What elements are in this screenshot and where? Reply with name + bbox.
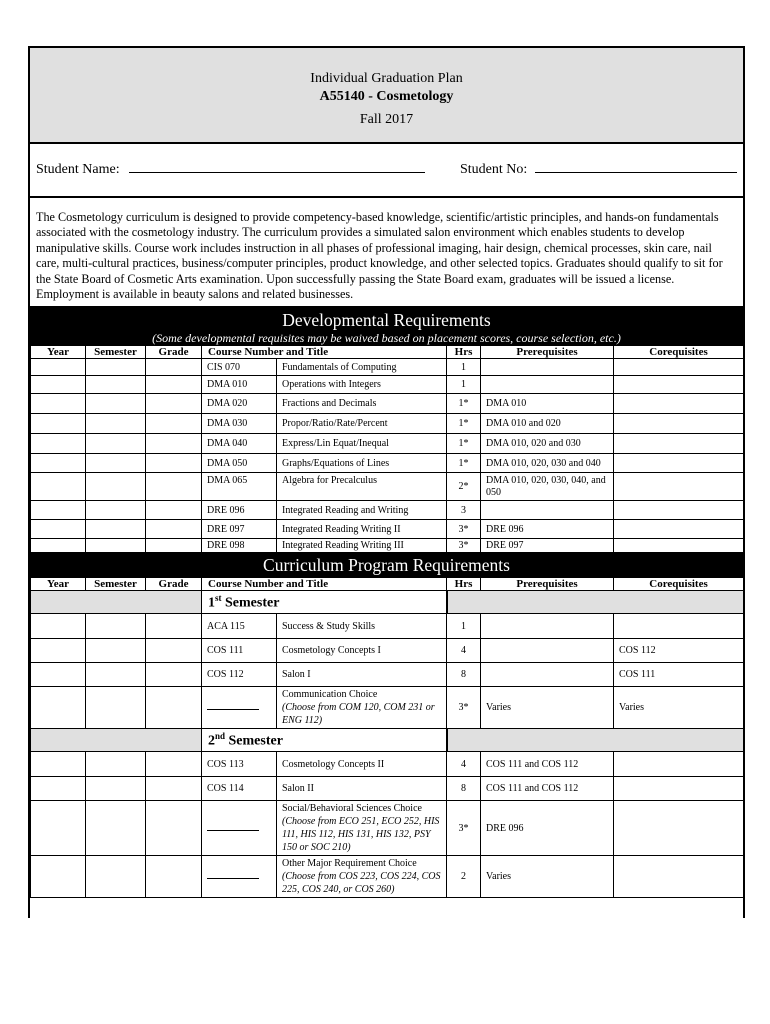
semester-cell[interactable] <box>86 520 146 539</box>
hrs-header: Hrs <box>447 578 481 591</box>
semester-cell[interactable] <box>86 614 146 639</box>
course-coreq <box>614 359 744 376</box>
course-coreq: COS 112 <box>614 639 744 663</box>
course-coreq <box>614 454 744 473</box>
course-number-blank[interactable] <box>202 856 277 898</box>
grade-cell[interactable] <box>146 752 202 777</box>
year-header: Year <box>31 578 86 591</box>
semester-cell[interactable] <box>86 539 146 553</box>
grade-cell[interactable] <box>146 520 202 539</box>
course-choice <box>277 687 447 729</box>
student-info-row <box>30 144 743 198</box>
semester-cell[interactable] <box>86 801 146 856</box>
course-number: DMA 040 <box>202 434 277 454</box>
course-number: COS 111 <box>202 639 277 663</box>
table-row <box>31 434 744 454</box>
table-row <box>31 777 744 801</box>
course-number-blank[interactable] <box>202 687 277 729</box>
table-row <box>31 501 744 520</box>
semester-cell[interactable] <box>86 663 146 687</box>
course-title: Fractions and Decimals <box>277 394 447 414</box>
course-number: DMA 010 <box>202 376 277 394</box>
course-title: Integrated Reading and Writing <box>277 501 447 520</box>
year-cell[interactable] <box>31 801 86 856</box>
year-cell[interactable] <box>31 414 86 434</box>
course-coreq <box>614 752 744 777</box>
course-prereq: Varies <box>481 856 614 898</box>
choice-note: (Choose from COS 223, COS 224, COS 225, COS 240, or COS 260) <box>282 871 441 895</box>
course-coreq <box>614 777 744 801</box>
document-header <box>30 48 743 144</box>
table-row <box>31 614 744 639</box>
year-cell[interactable] <box>31 687 86 729</box>
curriculum-section-header <box>30 553 743 577</box>
course-title: Success & Study Skills <box>277 614 447 639</box>
course-hrs: 3* <box>447 520 481 539</box>
course-number: CIS 070 <box>202 359 277 376</box>
course-prereq: DRE 096 <box>481 520 614 539</box>
year-cell[interactable] <box>31 359 86 376</box>
prereq-header: Prerequisites <box>481 578 614 591</box>
developmental-section-header <box>30 308 743 345</box>
term-label: Fall 2017 <box>359 112 414 127</box>
choice-note: (Choose from ECO 251, ECO 252, HIS 111, HIS 112, HIS 131, HIS 132, PSY 150 or SOC 210) <box>282 816 440 853</box>
semester-2-header <box>31 729 744 752</box>
course-hrs: 3* <box>447 687 481 729</box>
grade-cell[interactable] <box>146 394 202 414</box>
course-prereq: Varies <box>481 687 614 729</box>
course-title: Algebra for Precalculus <box>277 473 447 501</box>
semester-band-left <box>31 729 202 752</box>
developmental-table <box>30 345 744 553</box>
course-hrs: 3 <box>447 501 481 520</box>
developmental-title: Developmental Requirements <box>282 310 491 330</box>
hrs-header: Hrs <box>447 346 481 359</box>
grade-cell[interactable] <box>146 801 202 856</box>
table-row <box>31 520 744 539</box>
table-row <box>31 454 744 473</box>
course-prereq: DRE 096 <box>481 801 614 856</box>
table-row <box>31 687 744 729</box>
course-coreq <box>614 501 744 520</box>
course-coreq <box>614 376 744 394</box>
course-number-blank[interactable] <box>202 801 277 856</box>
course-number: DRE 096 <box>202 501 277 520</box>
course-title: Graphs/Equations of Lines <box>277 454 447 473</box>
semester-band-right <box>447 729 744 752</box>
table-row <box>31 856 744 898</box>
semester-header: Semester <box>86 578 146 591</box>
course-hrs: 1 <box>447 359 481 376</box>
table-row <box>31 414 744 434</box>
semester-cell[interactable] <box>86 501 146 520</box>
semester-cell[interactable] <box>86 473 146 501</box>
semester-cell[interactable] <box>86 394 146 414</box>
course-hrs: 1* <box>447 394 481 414</box>
course-hrs: 4 <box>447 752 481 777</box>
grade-cell[interactable] <box>146 414 202 434</box>
semester-header: Semester <box>86 346 146 359</box>
course-hrs: 3* <box>447 539 481 553</box>
year-cell[interactable] <box>31 663 86 687</box>
course-hrs: 1* <box>447 454 481 473</box>
year-cell[interactable] <box>31 614 86 639</box>
grade-cell[interactable] <box>146 856 202 898</box>
curriculum-table <box>30 577 744 898</box>
course-prereq: DMA 010, 020 and 030 <box>481 434 614 454</box>
year-cell[interactable] <box>31 639 86 663</box>
course-title: Salon II <box>277 777 447 801</box>
year-cell[interactable] <box>31 752 86 777</box>
course-number: DRE 097 <box>202 520 277 539</box>
course-hrs: 1* <box>447 434 481 454</box>
course-prereq: DMA 010 and 020 <box>481 414 614 434</box>
semester-cell[interactable] <box>86 639 146 663</box>
semester-cell[interactable] <box>86 434 146 454</box>
semester-cell[interactable] <box>86 856 146 898</box>
document-title: Individual Graduation Plan <box>310 71 463 86</box>
year-header: Year <box>31 346 86 359</box>
course-number: DMA 065 <box>202 473 277 501</box>
course-header: Course Number and Title <box>202 346 447 359</box>
semester-2-title: 2nd Semester <box>202 729 447 752</box>
course-coreq <box>614 856 744 898</box>
semester-cell[interactable] <box>86 359 146 376</box>
course-header: Course Number and Title <box>202 578 447 591</box>
curriculum-column-headers <box>31 578 744 591</box>
course-prereq: DMA 010, 020, 030, 040, and 050 <box>481 473 614 501</box>
student-no-input[interactable] <box>535 160 737 173</box>
graduation-plan-document <box>28 46 745 918</box>
course-title: Salon I <box>277 663 447 687</box>
course-prereq <box>481 359 614 376</box>
grade-cell[interactable] <box>146 454 202 473</box>
course-coreq <box>614 801 744 856</box>
course-coreq: COS 111 <box>614 663 744 687</box>
table-row <box>31 639 744 663</box>
grade-cell[interactable] <box>146 473 202 501</box>
prereq-header: Prerequisites <box>481 346 614 359</box>
course-coreq <box>614 520 744 539</box>
grade-cell[interactable] <box>146 501 202 520</box>
grade-cell[interactable] <box>146 434 202 454</box>
course-prereq: DMA 010, 020, 030 and 040 <box>481 454 614 473</box>
course-coreq <box>614 434 744 454</box>
grade-cell[interactable] <box>146 687 202 729</box>
course-prereq: DRE 097 <box>481 539 614 553</box>
grade-cell[interactable] <box>146 777 202 801</box>
course-coreq <box>614 394 744 414</box>
year-cell[interactable] <box>31 501 86 520</box>
course-hrs: 1* <box>447 414 481 434</box>
course-title: Cosmetology Concepts I <box>277 639 447 663</box>
course-prereq <box>481 663 614 687</box>
course-hrs: 4 <box>447 639 481 663</box>
course-choice <box>277 801 447 856</box>
grade-cell[interactable] <box>146 539 202 553</box>
course-coreq: Varies <box>614 687 744 729</box>
course-number: DMA 030 <box>202 414 277 434</box>
semester-cell[interactable] <box>86 777 146 801</box>
course-hrs: 2 <box>447 856 481 898</box>
table-row <box>31 752 744 777</box>
course-title: Cosmetology Concepts II <box>277 752 447 777</box>
student-name-field <box>36 160 425 178</box>
choice-title: Communication Choice <box>282 689 378 700</box>
course-coreq <box>614 414 744 434</box>
course-title: Propor/Ratio/Rate/Percent <box>277 414 447 434</box>
year-cell[interactable] <box>31 473 86 501</box>
course-title: Integrated Reading Writing II <box>277 520 447 539</box>
year-cell[interactable] <box>31 434 86 454</box>
curriculum-title: Curriculum Program Requirements <box>263 555 510 575</box>
choice-note: (Choose from COM 120, COM 231 or ENG 112) <box>282 702 435 726</box>
course-prereq <box>481 376 614 394</box>
year-cell[interactable] <box>31 520 86 539</box>
grade-cell[interactable] <box>146 359 202 376</box>
program-description: The Cosmetology curriculum is designed to provide competency-based knowledge, scientific/artistic principles, and hands-on fundamentals associated with the cosmetology industry. The curriculum provides a simulated salon environment which enables students to develop manipulative skills. Course work includes instruction in all phases of professional imaging, hair design, chemical processes, skin care, nail care, multi-cultural practices, business/computer principles, product knowledge, and other selected topics. Graduates should qualify to sit for the State Board of Cosmetic Arts examination. Upon successfully passing the State Board exam, graduates will be issued a license. Employment is available in beauty salons and related businesses. <box>30 198 743 308</box>
course-prereq: DMA 010 <box>481 394 614 414</box>
course-hrs: 1 <box>447 376 481 394</box>
grade-cell[interactable] <box>146 639 202 663</box>
course-hrs: 8 <box>447 777 481 801</box>
table-row <box>31 539 744 553</box>
choice-title: Other Major Requirement Choice <box>282 858 417 869</box>
table-row <box>31 394 744 414</box>
course-number: COS 114 <box>202 777 277 801</box>
course-number: ACA 115 <box>202 614 277 639</box>
course-choice <box>277 856 447 898</box>
semester-cell[interactable] <box>86 687 146 729</box>
student-no-label: Student No: <box>460 162 528 177</box>
course-coreq <box>614 614 744 639</box>
year-cell[interactable] <box>31 376 86 394</box>
course-prereq <box>481 639 614 663</box>
grade-header: Grade <box>146 578 202 591</box>
student-name-input[interactable] <box>129 160 425 173</box>
course-title: Express/Lin Equat/Inequal <box>277 434 447 454</box>
course-hrs: 2* <box>447 473 481 501</box>
course-number: DMA 020 <box>202 394 277 414</box>
course-hrs: 3* <box>447 801 481 856</box>
semester-1-header <box>31 591 744 614</box>
developmental-column-headers <box>31 346 744 359</box>
course-prereq <box>481 501 614 520</box>
table-row <box>31 359 744 376</box>
table-row <box>31 663 744 687</box>
student-no-field <box>460 160 737 178</box>
year-cell[interactable] <box>31 777 86 801</box>
course-prereq: COS 111 and COS 112 <box>481 777 614 801</box>
course-number: COS 113 <box>202 752 277 777</box>
semester-band-left <box>31 591 202 614</box>
semester-cell[interactable] <box>86 414 146 434</box>
course-coreq <box>614 539 744 553</box>
developmental-subtitle: (Some developmental requisites may be waived based on placement scores, course selection, etc.) <box>152 331 621 345</box>
semester-cell[interactable] <box>86 454 146 473</box>
year-cell[interactable] <box>31 454 86 473</box>
choice-title: Social/Behavioral Sciences Choice <box>282 803 422 814</box>
semester-cell[interactable] <box>86 752 146 777</box>
semester-band-right <box>447 591 744 614</box>
table-row <box>31 473 744 501</box>
table-row <box>31 801 744 856</box>
year-cell[interactable] <box>31 539 86 553</box>
course-prereq <box>481 614 614 639</box>
coreq-header: Corequisites <box>614 578 744 591</box>
semester-cell[interactable] <box>86 376 146 394</box>
coreq-header: Corequisites <box>614 346 744 359</box>
course-hrs: 8 <box>447 663 481 687</box>
program-title: A55140 - Cosmetology <box>319 89 454 104</box>
course-coreq <box>614 473 744 501</box>
year-cell[interactable] <box>31 856 86 898</box>
semester-1-title: 1st Semester <box>202 591 447 614</box>
grade-cell[interactable] <box>146 614 202 639</box>
student-name-label: Student Name: <box>36 162 120 177</box>
course-title: Integrated Reading Writing III <box>277 539 447 553</box>
course-prereq: COS 111 and COS 112 <box>481 752 614 777</box>
course-number: DMA 050 <box>202 454 277 473</box>
grade-cell[interactable] <box>146 376 202 394</box>
grade-header: Grade <box>146 346 202 359</box>
course-number: COS 112 <box>202 663 277 687</box>
course-title: Fundamentals of Computing <box>277 359 447 376</box>
grade-cell[interactable] <box>146 663 202 687</box>
year-cell[interactable] <box>31 394 86 414</box>
course-title: Operations with Integers <box>277 376 447 394</box>
table-row <box>31 376 744 394</box>
course-number: DRE 098 <box>202 539 277 553</box>
course-hrs: 1 <box>447 614 481 639</box>
